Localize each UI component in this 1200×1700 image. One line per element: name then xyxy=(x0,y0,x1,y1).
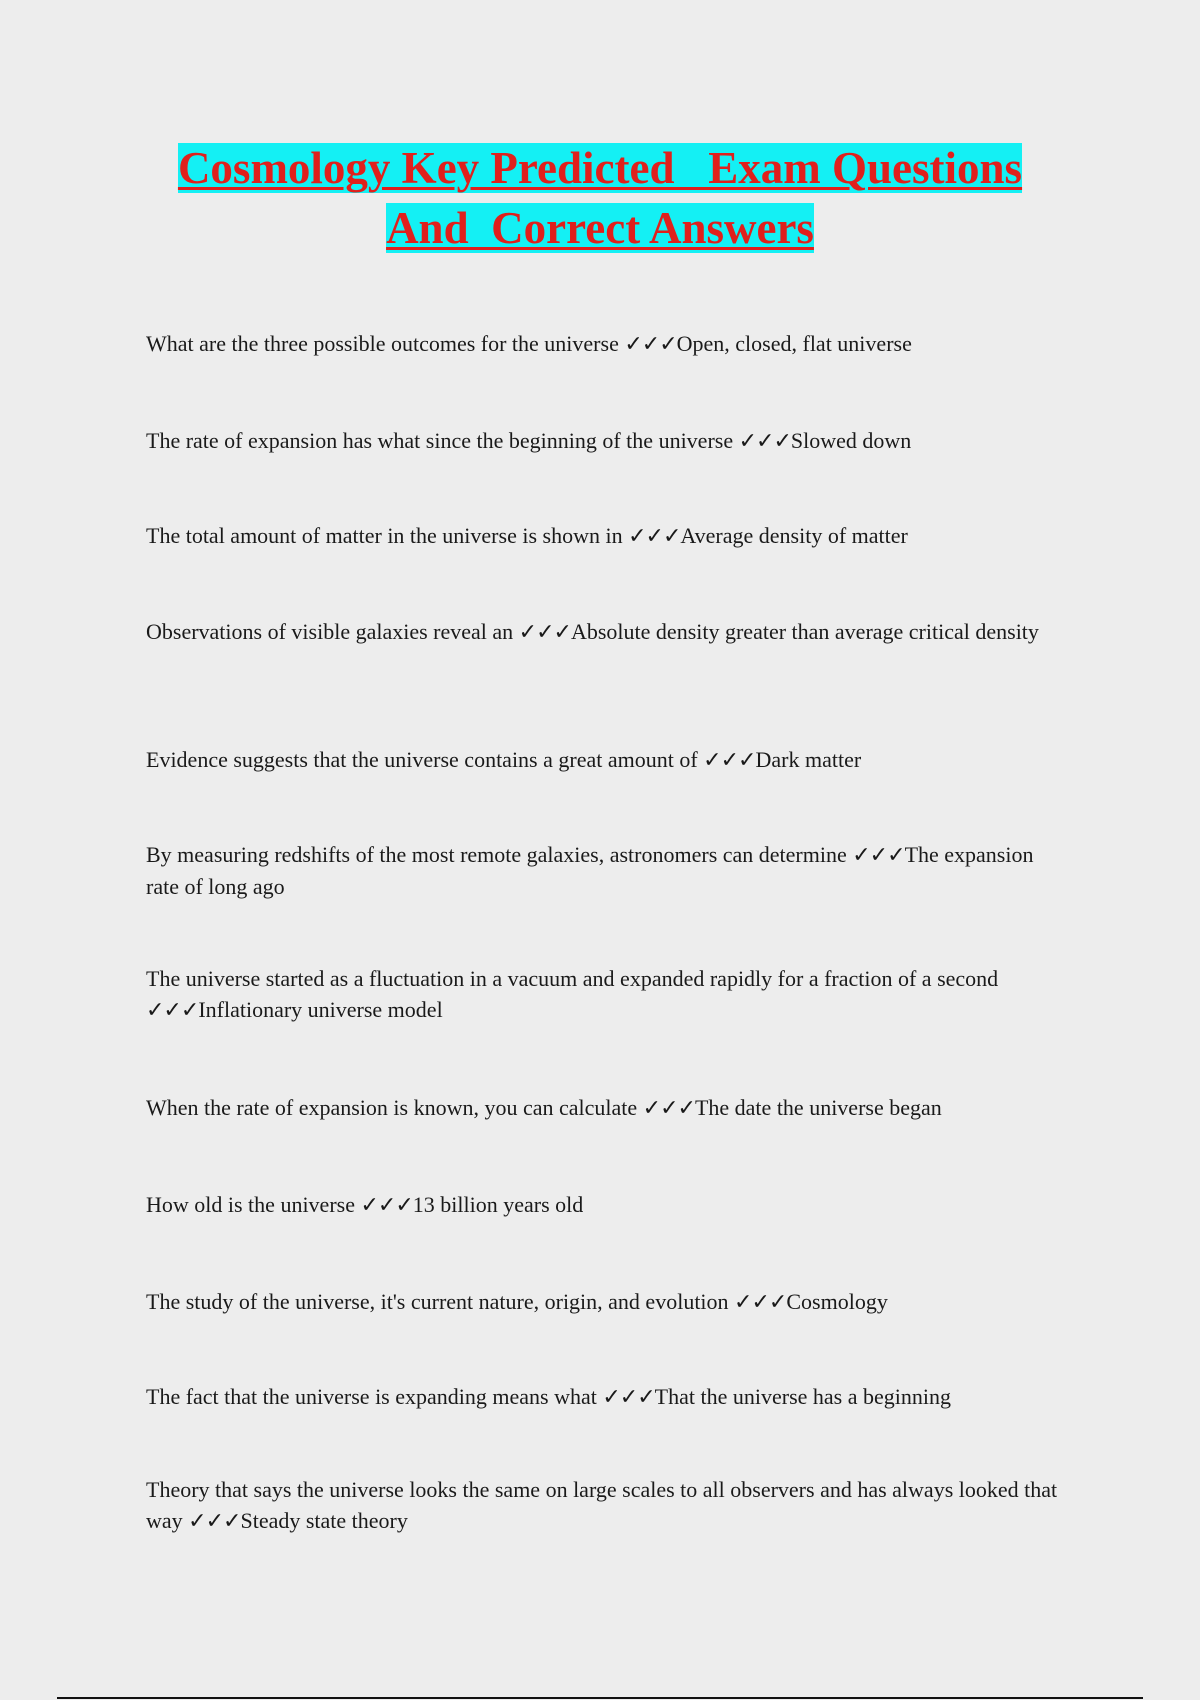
qa-item xyxy=(146,839,1061,902)
title-line-2: And Correct Answers xyxy=(386,203,814,253)
check-mark-icon: ✓✓✓ xyxy=(642,1096,695,1121)
qa-item xyxy=(146,616,1061,648)
check-mark-icon: ✓✓✓ xyxy=(734,1290,787,1315)
qa-item xyxy=(146,520,1061,552)
question-text: By measuring redshifts of the most remote galaxies, astronomers can determine xyxy=(146,842,853,867)
question-text: The study of the universe, it's current nature, origin, and evolution xyxy=(146,1289,735,1314)
check-mark-icon: ✓✓✓ xyxy=(703,748,756,773)
question-text: The rate of expansion has what since the beginning of the universe xyxy=(146,428,739,453)
document-title xyxy=(145,138,1055,258)
question-text: Observations of visible galaxies reveal an xyxy=(146,619,519,644)
check-mark-icon: ✓✓✓ xyxy=(146,998,199,1023)
page-bottom-divider xyxy=(57,1697,1143,1699)
question-text: Theory that says the universe looks the same on large scales to all observers and has always looked that way xyxy=(146,1477,1058,1533)
answer-text: Slowed down xyxy=(790,428,912,453)
answer-text: Open, closed, flat universe xyxy=(676,331,912,356)
question-text: How old is the universe xyxy=(146,1192,361,1217)
check-mark-icon: ✓✓✓ xyxy=(602,1385,655,1410)
check-mark-icon: ✓✓✓ xyxy=(360,1193,413,1218)
answer-text: Absolute density greater than average critical density xyxy=(570,619,1039,644)
question-text: The universe started as a fluctuation in a vacuum and expanded rapidly for a fraction of a second xyxy=(146,966,999,991)
question-text: The total amount of matter in the universe is shown in xyxy=(146,523,629,548)
question-text: Evidence suggests that the universe contains a great amount of xyxy=(146,747,704,772)
qa-item xyxy=(146,744,1061,776)
qa-item xyxy=(146,1474,1061,1537)
check-mark-icon: ✓✓✓ xyxy=(188,1509,241,1534)
qa-item xyxy=(146,1381,1061,1413)
check-mark-icon: ✓✓✓ xyxy=(628,524,681,549)
qa-item xyxy=(146,1189,1061,1221)
qa-item xyxy=(146,1286,1061,1318)
answer-text: Average density of matter xyxy=(680,523,908,548)
answer-text: Steady state theory xyxy=(240,1508,408,1533)
answer-text: The date the universe began xyxy=(694,1095,942,1120)
qa-item xyxy=(146,425,1061,457)
question-text: The fact that the universe is expanding means what xyxy=(146,1384,603,1409)
answer-text: The expansion rate of long ago xyxy=(146,842,1034,899)
answer-text: Inflationary universe model xyxy=(198,997,443,1022)
check-mark-icon: ✓✓✓ xyxy=(852,843,905,868)
answer-text: Cosmology xyxy=(786,1289,888,1314)
qa-item xyxy=(146,328,1061,360)
check-mark-icon: ✓✓✓ xyxy=(624,332,677,357)
qa-item xyxy=(146,963,1061,1026)
title-line-1: Cosmology Key Predicted Exam Questions xyxy=(177,143,1023,193)
question-text: When the rate of expansion is known, you can calculate xyxy=(146,1095,643,1120)
answer-text: That the universe has a beginning xyxy=(654,1384,951,1409)
question-text: What are the three possible outcomes for the universe xyxy=(146,331,625,356)
answer-text: 13 billion years old xyxy=(412,1192,584,1217)
answer-text: Dark matter xyxy=(755,747,862,772)
qa-item xyxy=(146,1092,1061,1124)
check-mark-icon: ✓✓✓ xyxy=(738,429,791,454)
check-mark-icon: ✓✓✓ xyxy=(518,620,571,645)
